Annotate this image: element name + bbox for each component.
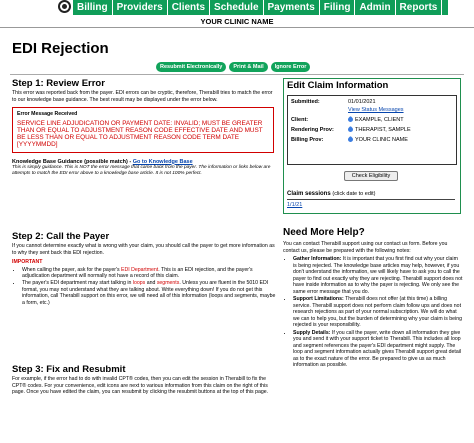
tab-admin[interactable]: Admin [355,0,395,15]
error-heading: Error Message Received [17,111,78,118]
help-item-text: If you call the payer, write down all information they give you and send it with your support ticket to Therabill. This includes all loop and segment references the payer's EDI department might supply. The loop and segment information actually gives Therabill support great detail as to the exact nature of the error. Be prepared to give us as much information as possible. [293,329,462,368]
rendering-prov-value: THERAPIST, SAMPLE [355,127,411,133]
kb-heading: Knowledge Base Guidance (possible match) - [12,158,132,165]
check-eligibility-button[interactable]: Check Eligibility [344,171,398,181]
page-title: EDI Rejection [12,40,109,57]
submitted-value: 01/01/2021 [348,99,376,105]
list-item [22,267,278,280]
help-intro: You can contact Therabill support using our contact us form. Before you contact us, please be prepared with the following notes: [283,241,448,254]
rendering-prov-label: Rendering Prov: [291,127,334,133]
print-and-mail-button[interactable]: Print & Mail [229,62,267,72]
tab-payments[interactable]: Payments [264,0,320,15]
sessions-divider [287,199,455,200]
list-item [293,256,463,295]
bullet-text: . This is an EDI rejection, and the payer's adjudication department will normally not have a record of this claim. [22,266,253,280]
kb-link[interactable]: Go to Knowledge Base [132,158,193,165]
list-item [22,280,278,306]
bullet-text: and [146,279,156,286]
step3-section [12,364,278,396]
edit-claim-panel [283,78,461,214]
tab-billing[interactable]: Billing [73,0,113,15]
segments-link[interactable]: segments [156,279,180,286]
clinic-name: YOUR CLINIC NAME [200,17,274,26]
view-status-messages-link[interactable]: View Status Messages [348,107,404,113]
edi-department-text: EDI Department [121,266,159,273]
step1-title: Step 1: Review Error [12,78,105,89]
nav-end-cap [442,0,448,15]
bullet-text: . Unless you are fluent in the 5010 EDI format, you may not understand what they are talking about. Write everything down! If you do not get this information, call Therabill support on this error, we will need all of this information (loops and segments, maybe a form, etc.) [22,279,276,306]
session-date-link[interactable]: 1/1/21 [287,202,303,208]
step2-intro: If you cannot determine exactly what is wrong with your claim, you should call the payer to get more information as to why they sent back this EDI rejection. [12,243,275,256]
main-nav [73,0,448,15]
claim-details-box [287,95,457,165]
help-item-text: It is important that you first find out why your claim is being rejected. The knowledge base articles may help, however, if you don't understand the information, we will likely have to ask you to call the payer to find out exactly why they are rejecting. Therabill support does not have inside information as to why the payer is rejecting. We only see the same error message that you do. [293,256,463,295]
loops-link[interactable]: loops [132,279,146,286]
help-item-text: Therabill does not offer (at this time) a billing service. Therabill support does not perform claim follow ups and does not research rejections as part of your normal subscription. We will do what we can to help you, but the burden of determining why your claim is being rejected is your responsibility. [293,296,462,328]
tab-providers[interactable]: Providers [113,0,168,15]
help-title: Need More Help? [283,227,365,238]
step3-body: For example, if the error had to do with invalid CPT® codes, then you can edit the session in Therabill to fix the CPT® codes. For your convenience, edit icons are next to various information from this claim on the right of this page. Once you have edited the claim, you can resubmit by clicking the resubmit buttons at the top of this page. [12,376,269,396]
claim-sessions-label: Claim sessions [287,191,331,197]
help-section [283,227,463,370]
step2-title: Step 2: Call the Payer [12,231,110,242]
edit-claim-title: Edit Claim Information [287,80,389,91]
help-item-label: Supply Details: [293,329,331,336]
list-item [293,330,463,369]
tab-clients[interactable]: Clients [168,0,210,15]
error-message: SERVICE LINE ADJUDICATION OR PAYMENT DATE: INVALID; MUST BE GREATER THAN OR EQUAL TO ADJUSTMENT REASON CODE EFFECTIVE DATE AND MUST BE LESS THAN OR EQUAL TO ADJUSTMENT REASON CODE TERM DATE [YYYYMMDD] [17,119,263,149]
bullet-text: The payer's EDI department may start talking in [22,279,132,286]
client-label: Client: [291,117,309,123]
action-bar [156,62,310,72]
billing-prov-value: YOUR CLINIC NAME [355,137,408,143]
step1-section [12,78,278,176]
resubmit-electronically-button[interactable]: Resubmit Electronically [156,62,226,72]
bullet-text: When calling the payer, ask for the payer's [22,266,120,273]
step3-title: Step 3: Fix and Resubmit [12,364,126,375]
claim-sessions-heading [287,191,375,197]
billing-prov-label: Billing Prov: [291,137,324,143]
submitted-label: Submitted: [291,99,320,105]
edit-pencil-icon[interactable] [347,116,354,123]
list-item [293,296,463,329]
ignore-error-button[interactable]: Ignore Error [271,62,311,72]
help-item-label: Gather Information: [293,256,342,262]
client-value: EXAMPLE, CLIENT [355,117,404,123]
error-message-box [12,107,274,152]
header-divider [0,27,474,28]
content-divider [10,74,464,75]
important-label: IMPORTANT [12,259,43,266]
claim-sessions-hint: (click date to edit) [332,191,376,197]
knowledge-base-guidance [12,159,278,177]
tab-schedule[interactable]: Schedule [210,0,263,15]
tab-reports[interactable]: Reports [396,0,443,15]
help-item-label: Support Limitations: [293,296,344,302]
step2-section [12,231,278,306]
step1-intro: This error was reported back from the payer. EDI errors can be cryptic, therefore, Therabill tries to match the error to our knowledge base guidance. The best result may be displayed under the error below. [12,90,273,103]
kb-note: This is simply guidance. This is NOT the error message that came back from the payer. The information or links below are attempts to match the EDI error above to a knowledge base article. It is not 100% perfect. [12,165,271,176]
edit-pencil-icon[interactable] [347,126,354,133]
tab-filing[interactable]: Filing [320,0,356,15]
edit-pencil-icon[interactable] [347,136,354,143]
therabill-logo-icon[interactable] [58,0,71,13]
